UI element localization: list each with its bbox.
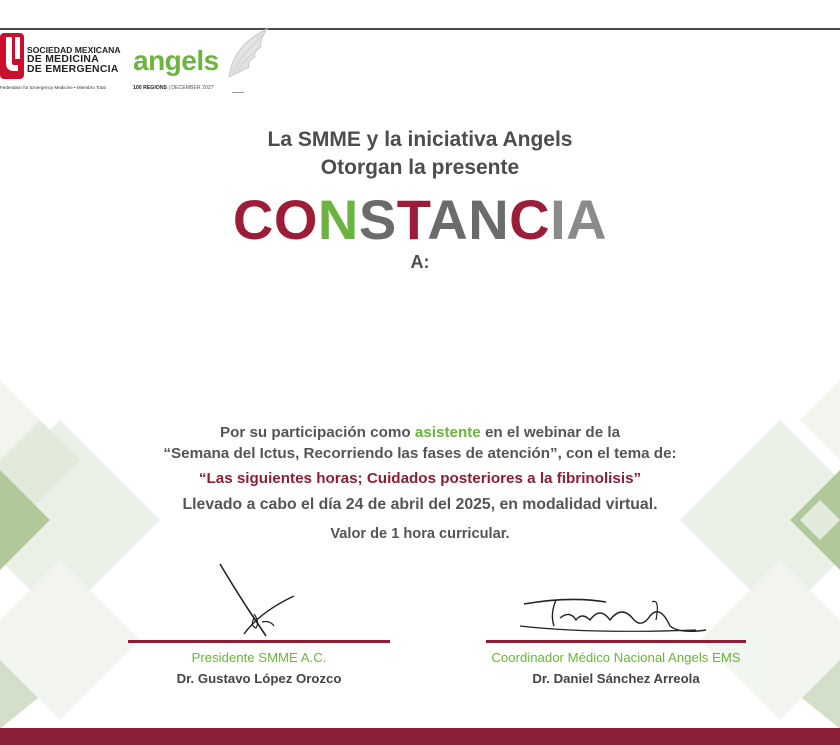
signature-line-1 [128,640,390,643]
smme-name [27,45,121,75]
smme-name-line-2: DE MEDICINA [27,54,99,65]
smme-name-line-1: SOCIEDAD MEXICANA [27,45,121,55]
participant-role: asistente [414,424,481,441]
topic-line: “Las siguientes horas; Cuidados posteriores a la fibrinolisis” [198,470,642,487]
recipient-label: A: [410,252,430,272]
title-letter: N [468,188,510,251]
credit-line: Valor de 1 hora curricular. [330,526,510,542]
smme-emblem-icon [0,33,24,79]
title-letter: A [566,188,608,251]
bottom-bar [0,728,840,745]
angels-date: DECEMBER 2027 [171,85,214,91]
signer-2-title: Coordinador Médico Nacional Angels EMS [491,650,741,665]
angels-subline: 100 REGIONS | DECEMBER 2027 [133,85,214,91]
date-line: Llevado a cabo el día 24 de abril del 2025, en modalidad virtual. [182,496,658,513]
smme-tagline: Federation for Emergency Medicine • Miembro Total [0,85,106,90]
signature-1-image [210,560,310,642]
participation-line [0,424,840,441]
signer-1-name: Dr. Gustavo López Orozco [176,671,342,686]
angels-wordmark: angels [133,45,219,76]
title-letter: C [232,188,274,251]
title-letter: O [273,188,318,251]
signer-1-title: Presidente SMME A.C. [191,650,327,665]
title-letter: N [317,188,359,251]
smme-logo [0,33,120,95]
certificate-title [0,188,840,252]
angels-regions: 100 REGIONS [133,85,168,91]
issuer-line: La SMME y la iniciativa Angels [267,128,573,151]
participation-post: en el webinar de la [480,424,621,441]
title-letter: A [427,188,469,251]
signer-2-name: Dr. Daniel Sánchez Arreola [532,671,700,686]
title-letter: S [358,188,397,251]
top-rule [0,28,840,30]
angels-divider [232,92,244,93]
title-letter: T [396,188,428,251]
event-line: “Semana del Ictus, Recorriendo las fases de atención”, con el tema de: [163,445,677,462]
title-letter: I [550,188,567,251]
signature-2-image [510,590,710,642]
angel-wing-icon [219,25,271,85]
title-letter: C [509,188,551,251]
angels-logo [133,25,283,100]
signature-line-2 [486,640,746,643]
smme-name-line-3: DE EMERGENCIA [27,64,119,75]
participation-pre: Por su participación como [219,424,415,441]
grant-line: Otorgan la presente [320,156,520,179]
